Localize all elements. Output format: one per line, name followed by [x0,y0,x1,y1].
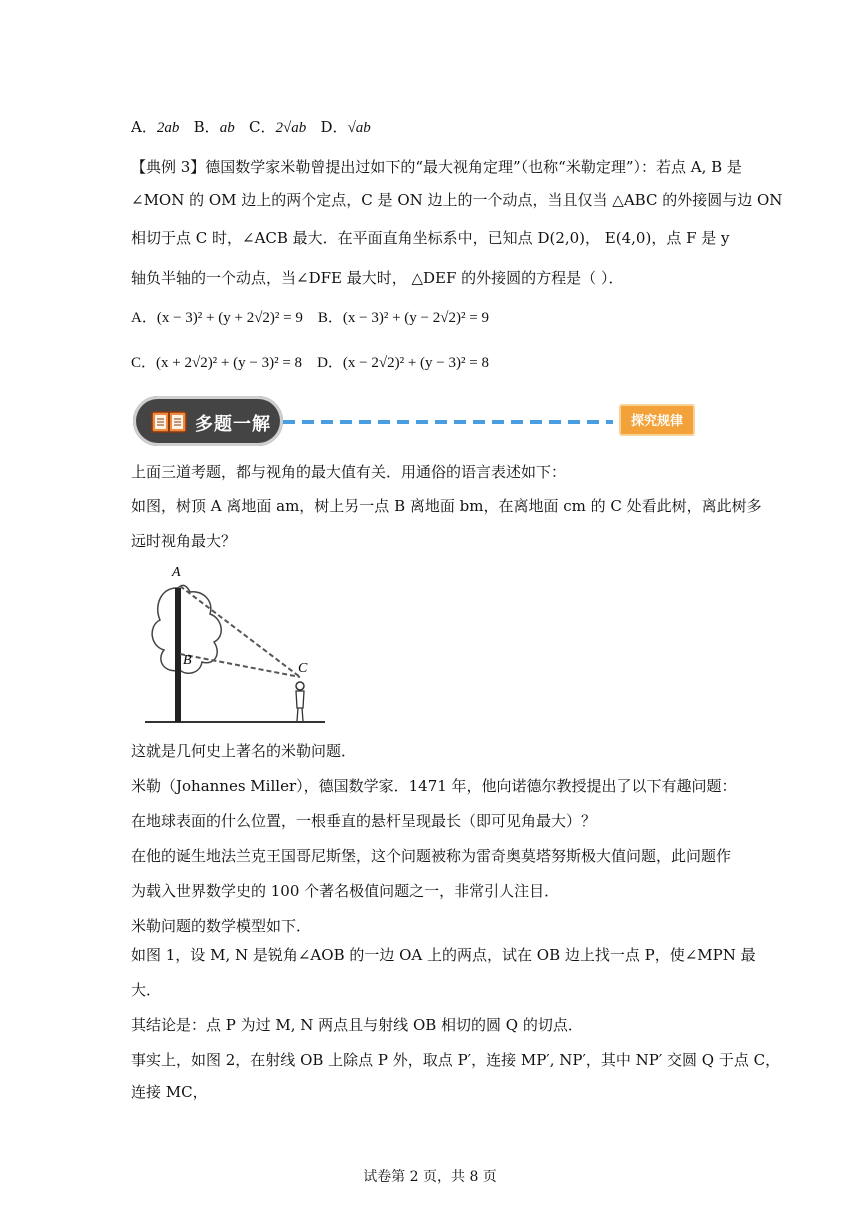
body-p6b: 为载入世界数学史的 100 个著名极值问题之一，非常引人注目． [131,882,560,900]
option-c-label: C． [249,118,276,136]
observer-head [296,682,304,690]
body-p4: 米勒（Johannes Miller），德国数学家．1471 年，他向诺德尔教授提出了以下有趣问题： [131,777,737,795]
options-row-1 [131,117,731,138]
banner-title: 多题一解 [195,414,271,435]
body-p10a: 事实上，如图 2，在射线 OB 上除点 P 外，取点 P′，连接 MP′, NP′，其中 NP′ 交圆 Q 于点 C， [131,1051,781,1069]
example3-option-a: A．(x − 3)² + (y + 2√2)² = 9 [131,310,303,326]
example3-line3: 相切于点 C 时，∠ACB 最大．在平面直角坐标系中，已知点 D(2,0)， E(4,0)，点 F 是 y [131,229,730,247]
option-a-label: A． [131,118,157,136]
label-c: C [298,661,308,676]
example3-options-ab [131,308,731,328]
dashed-arrow-line [283,419,613,425]
section-banner [133,392,698,452]
example3-line1: 【典例 3】德国数学家米勒曾提出过如下的“最大视角定理”（也称“米勒定理”）：若点 A, B 是 [131,158,742,176]
example3-line2: ∠MON 的 OM 边上的两个定点，C 是 ON 边上的一个动点，当且仅当 △ABC 的外接圆与边 ON [131,191,783,209]
option-d-label: D． [320,118,348,136]
body-p2a: 如图，树顶 A 离地面 am，树上另一点 B 离地面 bm，在离地面 cm 的 C 处看此树，离此树多 [131,497,762,515]
body-p3: 这就是几何史上著名的米勒问题． [131,742,357,760]
observer-body [296,691,304,708]
option-b-label: B． [193,118,220,136]
option-a-math: 2ab [156,120,180,136]
label-a: A [172,565,181,580]
body-p8a: 如图 1，设 M, N 是锐角∠AOB 的一边 OA 上的两点，试在 OB 边上找一点 P，使∠MPN 最 [131,946,756,964]
explore-rules-button[interactable]: 探究规律 [619,404,695,436]
page-footer: 试卷第 2 页，共 8 页 [363,1169,497,1185]
body-p2b: 远时视角最大？ [131,532,237,550]
body-p9: 其结论是：点 P 为过 M, N 两点且与射线 OB 相切的圆 Q 的切点． [131,1016,583,1034]
book-icon [151,410,187,434]
banner-pill [133,396,283,446]
body-p10b: 连接 MC， [131,1083,208,1101]
example3-line4: 轴负半轴的一个动点，当∠DFE 最大时， △DEF 的外接圆的方程是（ ）． [131,269,624,287]
tree-figure [140,562,325,727]
option-c-math: 2√ab [275,120,307,136]
option-b-math: ab [219,120,235,136]
option-d-math: √ab [347,120,371,136]
example3-option-c: C．(x + 2√2)² + (y − 3)² = 8 [131,355,303,371]
body-p7: 米勒问题的数学模型如下． [131,917,312,935]
example3-option-d: D．(x − 2√2)² + (y − 3)² = 8 [317,355,489,371]
example3-options-cd [131,353,731,373]
body-p8b: 大． [131,981,162,999]
body-p1: 上面三道考题，都与视角的最大值有关．用通俗的语言表述如下： [131,463,567,481]
example3-option-b: B．(x − 3)² + (y − 2√2)² = 9 [317,310,489,326]
body-p6a: 在他的诞生地法兰克王国哥尼斯堡，这个问题被称为雷奇奥莫塔努斯极大值问题，此问题作 [131,847,732,865]
label-b: B [183,653,192,668]
body-p5: 在地球表面的什么位置，一根垂直的悬杆呈现最长（即可见角最大）？ [131,812,597,830]
